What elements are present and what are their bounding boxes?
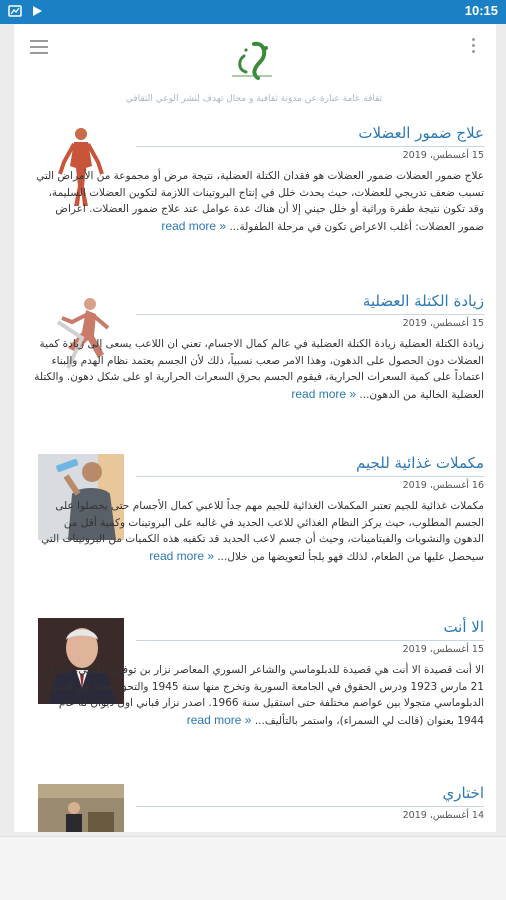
post-excerpt [34,168,484,235]
read-more-link[interactable]: read more » [291,386,357,401]
post-title-link[interactable]: زيادة الكتلة العضلية [362,292,484,310]
read-more-link[interactable]: read more » [161,218,227,233]
post-excerpt [34,662,484,729]
title-divider [136,476,484,477]
more-options-icon[interactable] [472,38,476,56]
notification-icon [8,4,22,18]
post-thumbnail[interactable] [38,784,124,832]
post-excerpt [34,498,484,565]
blog-logo[interactable] [224,36,280,84]
post-date: 14 أغسطس، 2019 [402,810,484,821]
play-store-icon [30,4,44,18]
post-title-link[interactable]: اختاري [442,784,484,802]
post-excerpt-text: علاج ضمور العضلات ضمور العضلات هو فقدان الكتلة العضلية، نتيجة مرض أو مجموعة من الأمراض التي تسبب ضعف تدريجي للعضلات، حيث يحدث خلل في إنتاج البروتينات اللازمة لتكوين العضلات السليمة، وقد تكون نتيجة طفرة وراثية أو خلل جيني إلا أن هناك عدة عوامل عند علاج ضمور العضلات. اعراض ضمور العضلات: أغلب الاعراض تكون في مرحلة الطفولة... [36,170,484,233]
blog-header [14,24,496,116]
read-more-link[interactable]: read more » [149,548,214,563]
post-excerpt-text: مكملات غذائية للجيم تعتبر المكملات الغذائية للجيم مهم جداً للاعبي كمال الأجسام حتى يحصلوا على الجسم المطلوب، حيث يركز النظام الغذائي للاعب الحديد في غالبه على البروتينات وكمية أقل من الدهون والنشويات والفيتامينات، وحيث أن جسم لاعب الحديد قد تكفيه هذه الكميات من البروتينات التي سيحصل عليها من الطعام، لذلك فهو يلجأ لتعويضها من خلال... [41,500,484,563]
post-excerpt-text: زيادة الكتلة العضلية زيادة الكتلة العضلية في عالم كمال الاجسام، تعني ان اللاعب يسعى إلى زيادة كمية العضلات دون الحصول على الدهون، وهذا الامر صعب نسبياً، ذلك لأن الجسم يعتمد نظام الهدم والبناء اعتماداً على كمية السعرات الحرارية، فيقوم الجسم بحرق السعرات الحرارية او على شكل دهون. والكتلة العضلية الخالية من الدهون... [34,338,484,401]
post-date: 16 أغسطس، 2019 [402,480,484,491]
post-excerpt [34,336,484,403]
blog-tagline: ثقافة عامة عبارة عن مدونة ثقافية و مجال تهدف لنشر الوعي الثقافي [125,94,383,104]
post-title-link[interactable]: الا أنت [443,618,484,636]
post-title-link[interactable]: علاج ضمور العضلات [358,124,484,142]
post-date: 15 أغسطس، 2019 [402,150,484,161]
title-divider [136,146,484,147]
read-more-link[interactable]: read more » [186,712,252,727]
title-divider [136,314,484,315]
status-bar [0,0,506,24]
post-date: 15 أغسطس، 2019 [402,318,484,329]
title-divider [136,806,484,807]
system-navigation-bar [0,836,506,900]
post-title-link[interactable]: مكملات غذائية للجيم [356,454,484,472]
post-excerpt-text: الا أنت قصيدة الا أنت هي قصيدة للدبلوماسي والشاعر السوري المعاصر نزار بن توفيق القباني، ولد في 21 مارس 1923 ودرس الحقوق في الجامعة السورية وتخرج منها سنة 1945 والتحق بعدها في السلك الدبلوماسي متجولا بين عواصم مختلفة حتى استقيل سنة 1966. اصدر نزار قباني اول ديوان له عام 1944 بعنوان (قالت لي السمراء)، واستمر بالتأليف... [40,664,484,727]
hamburger-menu-icon[interactable] [30,40,48,54]
clock: 10:15 [464,3,498,18]
post-date: 15 أغسطس، 2019 [402,644,484,655]
poet-office-image [38,784,124,832]
blog-page [14,24,496,832]
title-divider [136,640,484,641]
